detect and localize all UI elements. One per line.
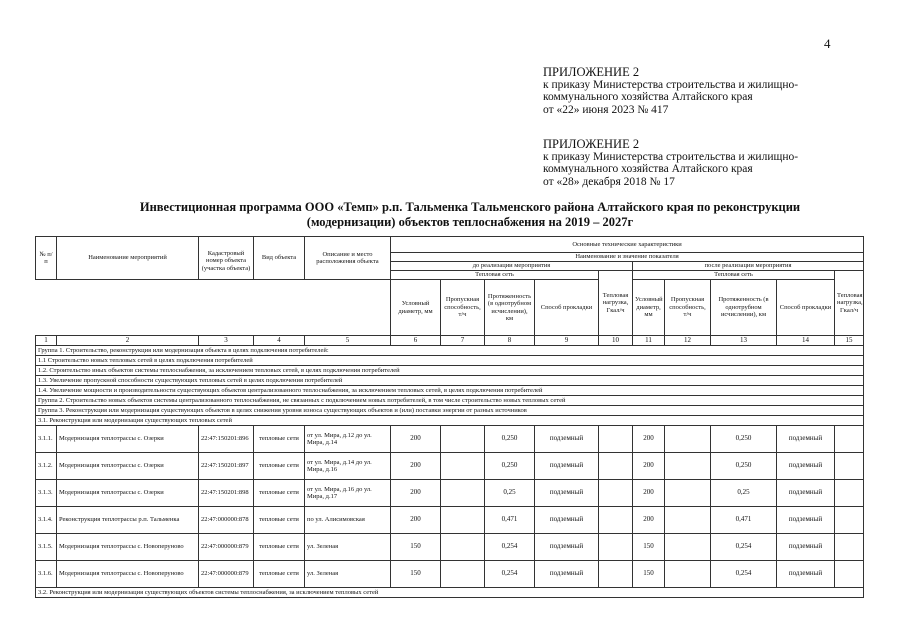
appendix-block-original	[543, 138, 798, 188]
row-length-before: 0,25	[485, 480, 535, 507]
investment-table	[35, 236, 864, 598]
row-length-after: 0,25	[711, 480, 777, 507]
appendix-line: коммунального хозяйства Алтайского края	[543, 91, 753, 103]
row-capacity-before	[441, 561, 485, 588]
row-load-after	[835, 507, 864, 534]
row-capacity-after	[665, 507, 711, 534]
row-load-before	[599, 426, 633, 453]
row-length-before: 0,254	[485, 561, 535, 588]
group-row: 1.2. Строительство иных объектов системы теплоснабжения, за исключением тепловых сетей, в целях подключения потребителей	[36, 366, 864, 376]
row-diameter-after: 200	[633, 480, 665, 507]
row-length-before: 0,254	[485, 534, 535, 561]
table-row	[36, 426, 864, 453]
row-name: Модернизация теплотрассы с. Новоперуново	[57, 534, 199, 561]
header-num: № п/п	[36, 237, 57, 280]
header-load-after: Тепловая нагрузка, Гкал/ч	[835, 271, 864, 336]
group-row: Группа 2. Строительство новых объектов системы централизованного теплоснабжения, не связанных с подключением новых потребителей, в том числе строительство новых тепловых сетей	[36, 396, 864, 406]
column-number: 13	[711, 336, 777, 346]
row-laying-after: подземный	[777, 426, 835, 453]
row-cadastral: 22:47:000000:878	[199, 507, 254, 534]
row-load-before	[599, 453, 633, 480]
header-capacity-before: Пропускная способность, т/ч	[441, 280, 485, 336]
row-diameter-before: 200	[391, 480, 441, 507]
row-name: Модернизация теплотрассы с. Новоперуново	[57, 561, 199, 588]
row-load-before	[599, 534, 633, 561]
column-number: 6	[391, 336, 441, 346]
row-load-after	[835, 426, 864, 453]
row-name: Модернизация теплотрассы с. Озерки	[57, 480, 199, 507]
row-diameter-before: 200	[391, 426, 441, 453]
row-capacity-before	[441, 534, 485, 561]
row-diameter-before: 200	[391, 453, 441, 480]
document-title	[60, 200, 880, 230]
header-laying-after: Способ прокладки	[777, 280, 835, 336]
column-number: 11	[633, 336, 665, 346]
row-length-after: 0,250	[711, 426, 777, 453]
row-name: Модернизация теплотрассы с. Озерки	[57, 426, 199, 453]
row-diameter-before: 150	[391, 561, 441, 588]
row-length-after: 0,254	[711, 534, 777, 561]
row-capacity-after	[665, 426, 711, 453]
column-number: 8	[485, 336, 535, 346]
column-number: 14	[777, 336, 835, 346]
column-number: 12	[665, 336, 711, 346]
group-row: Группа 3. Реконструкция или модернизация существующих объектов в целях снижения уровня износа существующих объектов и (или) поставки энергии от разных источников	[36, 406, 864, 416]
row-laying-after: подземный	[777, 561, 835, 588]
row-type: тепловые сети	[254, 561, 305, 588]
table-row	[36, 453, 864, 480]
row-load-before	[599, 507, 633, 534]
row-location: по ул. Алисимовская	[305, 507, 391, 534]
row-diameter-after: 150	[633, 534, 665, 561]
row-length-before: 0,250	[485, 426, 535, 453]
row-length-after: 0,471	[711, 507, 777, 534]
row-laying-before: подземный	[535, 453, 599, 480]
row-length-before: 0,250	[485, 453, 535, 480]
row-capacity-before	[441, 507, 485, 534]
row-cadastral: 22:47:150201:897	[199, 453, 254, 480]
row-laying-after: подземный	[777, 507, 835, 534]
row-length-before: 0,471	[485, 507, 535, 534]
header-diameter-before: Условный диаметр, мм	[391, 280, 441, 336]
row-laying-after: подземный	[777, 534, 835, 561]
column-number: 1	[36, 336, 57, 346]
row-diameter-after: 200	[633, 507, 665, 534]
row-capacity-before	[441, 426, 485, 453]
header-length-before: Протяженность (в однотрубном исчислении), км	[485, 280, 535, 336]
header-indicator: Наименование и значение показателя	[391, 253, 864, 262]
row-load-before	[599, 480, 633, 507]
row-num: 3.1.2.	[36, 453, 57, 480]
header-length-after: Протяженность (в однотрубном исчислении), км	[711, 280, 777, 336]
appendix-title: ПРИЛОЖЕНИЕ 2	[543, 137, 640, 151]
row-load-before	[599, 561, 633, 588]
group-row: 1.3. Увеличение пропускной способности существующих тепловых сетей в целях подключения потребителей	[36, 376, 864, 386]
row-load-after	[835, 480, 864, 507]
row-laying-before: подземный	[535, 534, 599, 561]
row-laying-before: подземный	[535, 561, 599, 588]
row-type: тепловые сети	[254, 480, 305, 507]
row-laying-before: подземный	[535, 507, 599, 534]
row-type: тепловые сети	[254, 534, 305, 561]
row-capacity-after	[665, 561, 711, 588]
header-network-before: Тепловая сеть	[391, 271, 599, 280]
row-diameter-after: 150	[633, 561, 665, 588]
table-row	[36, 480, 864, 507]
row-num: 3.1.5.	[36, 534, 57, 561]
row-laying-after: подземный	[777, 480, 835, 507]
header-main-characteristics: Основные технические характеристики	[391, 237, 864, 253]
header-capacity-after: Пропускная способность, т/ч	[665, 280, 711, 336]
header-after: после реализации мероприятия	[633, 262, 864, 271]
row-cadastral: 22:47:000000:879	[199, 534, 254, 561]
column-number: 5	[305, 336, 391, 346]
header-cadastral: Кадастровый номер объекта (участка объекта)	[199, 237, 254, 280]
table-row	[36, 534, 864, 561]
appendix-line: от «28» декабря 2018 № 17	[543, 175, 675, 188]
column-number: 15	[835, 336, 864, 346]
row-cadastral: 22:47:150201:898	[199, 480, 254, 507]
column-number: 2	[57, 336, 199, 346]
row-num: 3.1.1.	[36, 426, 57, 453]
row-location: ул. Зеленая	[305, 561, 391, 588]
group-row: Группа 1. Строительство, реконструкция или модернизация объекта в целях подключения потребителей:	[36, 346, 864, 356]
column-number: 9	[535, 336, 599, 346]
document-title-line: Инвестиционная программа ООО «Темп» р.п. Тальменка Тальменского района Алтайского края по реконструкции	[139, 200, 801, 214]
row-type: тепловые сети	[254, 453, 305, 480]
row-capacity-before	[441, 480, 485, 507]
row-num: 3.1.4.	[36, 507, 57, 534]
row-diameter-before: 200	[391, 507, 441, 534]
column-number: 3	[199, 336, 254, 346]
row-diameter-before: 150	[391, 534, 441, 561]
row-cadastral: 22:47:150201:896	[199, 426, 254, 453]
row-location: от ул. Мира, д.14 до ул. Мира, д.16	[305, 453, 391, 480]
column-number: 7	[441, 336, 485, 346]
appendix-line: коммунального хозяйства Алтайского края	[543, 163, 753, 175]
header-before: до реализации мероприятия	[391, 262, 633, 271]
row-load-after	[835, 561, 864, 588]
column-number: 10	[599, 336, 633, 346]
row-cadastral: 22:47:000000:879	[199, 561, 254, 588]
row-location: от ул. Мира, д.16 до ул. Мира, д.17	[305, 480, 391, 507]
header-network-after: Тепловая сеть	[633, 271, 835, 280]
group-row: 3.1. Реконструкция или модернизация существующих тепловых сетей	[36, 416, 864, 426]
appendix-line: от «22» июня 2023 № 417	[543, 103, 669, 116]
table-row	[36, 561, 864, 588]
page-number: 4	[824, 36, 831, 51]
column-numbers-row	[36, 336, 864, 346]
appendix-block-current	[543, 66, 798, 116]
column-number: 4	[254, 336, 305, 346]
row-length-after: 0,254	[711, 561, 777, 588]
row-load-after	[835, 534, 864, 561]
row-num: 3.1.6.	[36, 561, 57, 588]
table-row	[36, 507, 864, 534]
row-length-after: 0,250	[711, 453, 777, 480]
appendix-title: ПРИЛОЖЕНИЕ 2	[543, 65, 640, 79]
header-type: Вид объекта	[254, 237, 305, 280]
group-row: 1.4. Увеличение мощности и производительности существующих объектов централизованного теплоснабжения, за исключением тепловых сетей, в целях подключения потребителей	[36, 386, 864, 396]
row-load-after	[835, 453, 864, 480]
row-laying-before: подземный	[535, 480, 599, 507]
row-capacity-after	[665, 480, 711, 507]
row-diameter-after: 200	[633, 453, 665, 480]
row-type: тепловые сети	[254, 507, 305, 534]
row-capacity-before	[441, 453, 485, 480]
row-diameter-after: 200	[633, 426, 665, 453]
row-location: от ул. Мира, д.12 до ул. Мира, д.14	[305, 426, 391, 453]
header-load-before: Тепловая нагрузка, Гкал/ч	[599, 271, 633, 336]
appendix-line: к приказу Министерства строительства и жилищно-	[543, 150, 799, 163]
row-type: тепловые сети	[254, 426, 305, 453]
appendix-line: к приказу Министерства строительства и жилищно-	[543, 78, 799, 91]
document-title-line: (модернизации) объектов теплоснабжения на 2019 – 2027г	[306, 215, 634, 229]
row-name: Модернизация теплотрассы с. Озерки	[57, 453, 199, 480]
row-capacity-after	[665, 453, 711, 480]
header-diameter-after: Условный диаметр, мм	[633, 280, 665, 336]
row-laying-after: подземный	[777, 453, 835, 480]
group-row: 1.1 Строительство новых тепловых сетей в целях подключения потребителей	[36, 356, 864, 366]
row-name: Реконструкция теплотрассы р.п. Тальменка	[57, 507, 199, 534]
row-num: 3.1.3.	[36, 480, 57, 507]
row-location: ул. Зеленая	[305, 534, 391, 561]
header-laying-before: Способ прокладки	[535, 280, 599, 336]
group-row: 3.2. Реконструкция или модернизация существующих объектов системы теплоснабжения, за исключением тепловых сетей	[36, 588, 864, 598]
row-laying-before: подземный	[535, 426, 599, 453]
row-capacity-after	[665, 534, 711, 561]
header-location: Описание и место расположения объекта	[305, 237, 391, 280]
header-name: Наименование мероприятий	[57, 237, 199, 280]
